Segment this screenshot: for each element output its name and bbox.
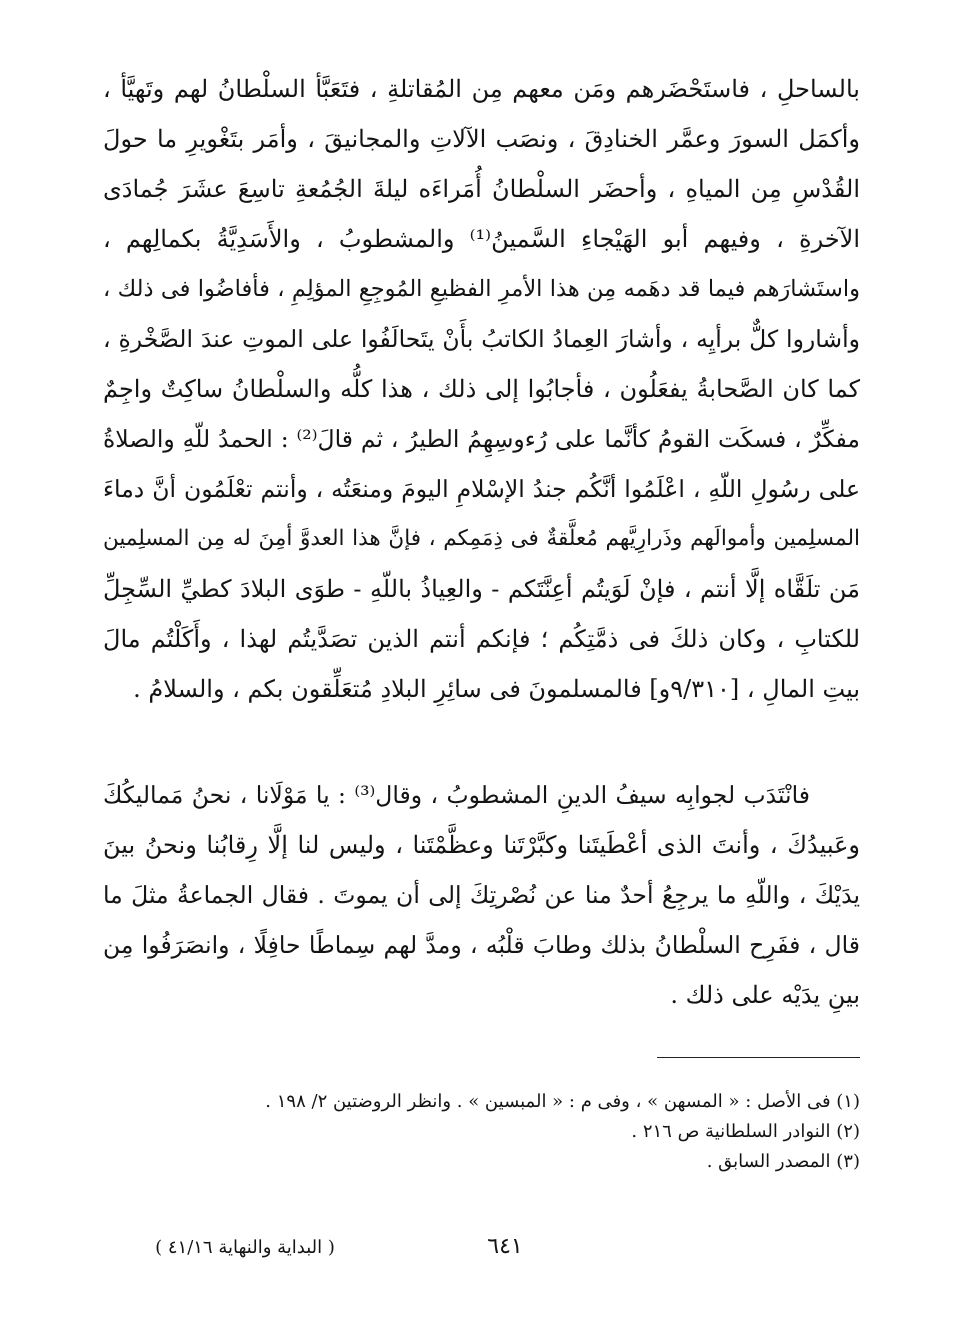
body-line: بالساحلِ ، فاستَحْضَرهم ومَن معهم مِن المُقاتلةِ ، فتَعَبَّأ السلْطانُ لهم وتَهيَّأ ،: [103, 75, 860, 103]
body-line: فانْتَدَب لجوابِه سيفُ الدينِ المشطوبُ ، وقال⁽³⁾ : يا مَوْلَانا ، نحنُ مَماليكُكَ: [103, 781, 810, 809]
body-line: على رسُولِ اللّهِ ، اعْلَمُوا أنَّكُم جندُ الإسْلامِ اليومَ ومنعَتُه ، وأنتم تعْلَمُون أنَّ دماءَ: [103, 475, 860, 503]
body-line: وأكمَل السورَ وعمَّر الخنادِقَ ، ونصَب الآلاتِ والمجانيقَ ، وأمَر بتَغْويرِ ما حولَ: [103, 125, 860, 153]
footnotes: [103, 1087, 860, 1177]
body-line: المسلِمين وأموالَهم وذَرارِيَّهم مُعلَّقةٌ فى ذِمَمِكم ، فإنَّ هذا العدوَّ أمِنَ له مِن المسلِمين: [103, 526, 860, 551]
body-line: كما كان الصَّحابةُ يفعَلُون ، فأجابُوا إلى ذلك ، هذا كلُّه والسلْطانُ ساكِتٌ واجِمٌ: [103, 375, 860, 403]
body-line: مَن تلَقَّاه إلَّا أنتم ، فإنْ لَوَيتُم أعِنَّتَكم - والعِياذُ باللّهِ - طوَى البلادَ كطيِّ السِّجِلِّ: [103, 575, 860, 603]
book-reference: ( البداية والنهاية ٤١/١٦ ): [155, 1237, 335, 1258]
paragraph-2: [103, 770, 860, 1020]
footnote-separator: [657, 1057, 860, 1058]
body-line: مفكِّرٌ ، فسكَت القومُ كأنَّما على رُءوسِهِمُ الطيرُ ، ثم قالَ⁽²⁾ : الحمدُ للّهِ والصلاةُ: [103, 425, 861, 453]
body-line: وعَبيدُكَ ، وأنتَ الذى أعْطَيتَنا وكبَّرْتَنا وعظَّمْتَنا ، وليس لنا إلَّا رِقابُنا ونحنُ بينَ: [103, 831, 860, 859]
body-line: بينِ يدَيْه على ذلك .: [670, 981, 860, 1009]
footnote: (٣) المصدر السابق .: [706, 1151, 860, 1172]
body-line: بيتِ المالِ ، [٩/٣١٠و] فالمسلمونَ فى سائِرِ البلادِ مُتعَلِّقون بكم ، والسلامُ .: [133, 675, 860, 703]
footnote: (٢) النوادر السلطانية ص ٢١٦ .: [631, 1121, 860, 1142]
body-line: يدَيْكَ ، واللّهِ ما يرجِعُ أحدٌ منا عن نُصْرتِكَ إلى أن يموتَ . فقال الجماعةُ مثلَ ما: [103, 881, 860, 909]
page-number: ٦٤١: [487, 1234, 523, 1259]
body-line: القُدْسِ مِن المياهِ ، وأحضَر السلْطانُ أُمَراءَه ليلةَ الجُمُعةِ تاسِعَ عشَرَ جُمادَى: [103, 175, 860, 203]
body-line: للكتابِ ، وكان ذلكَ فى ذمَّتِكُم ؛ فإنكم أنتم الذين تصَدَّيتُم لهذا ، وأَكَلْتُم مالَ: [103, 625, 860, 653]
footnote: (١) فى الأصل : « المسهن » ، وفى م : « المبسين » . وانظر الروضتين ٢/ ١٩٨ .: [265, 1091, 860, 1112]
body-line: الآخرةِ ، وفيهم أبو الهَيْجاءِ السَّمينُ⁽¹⁾ والمشطوبُ ، والأَسَدِيَّةُ بكمالِهم ،: [103, 225, 861, 253]
body-line: وأشاروا كلٌّ برأيِه ، وأشارَ العِمادُ الكاتبُ بأَنْ يتَحالَفُوا على الموتِ عندَ الصَّخْرةِ ،: [103, 325, 860, 353]
body-line: واستَشارَهم فيما قد دهَمه مِن هذا الأمرِ الفظيعِ المُوجِعِ المؤلِمِ ، فأفاضُوا فى ذلك ،: [103, 276, 860, 302]
body-line: قال ، ففَرِح السلْطانُ بذلك وطابَ قلْبُه ، ومدَّ لهم سِماطًا حافِلًا ، وانصَرَفُوا مِن: [103, 931, 860, 959]
paragraph-1: [103, 64, 860, 714]
